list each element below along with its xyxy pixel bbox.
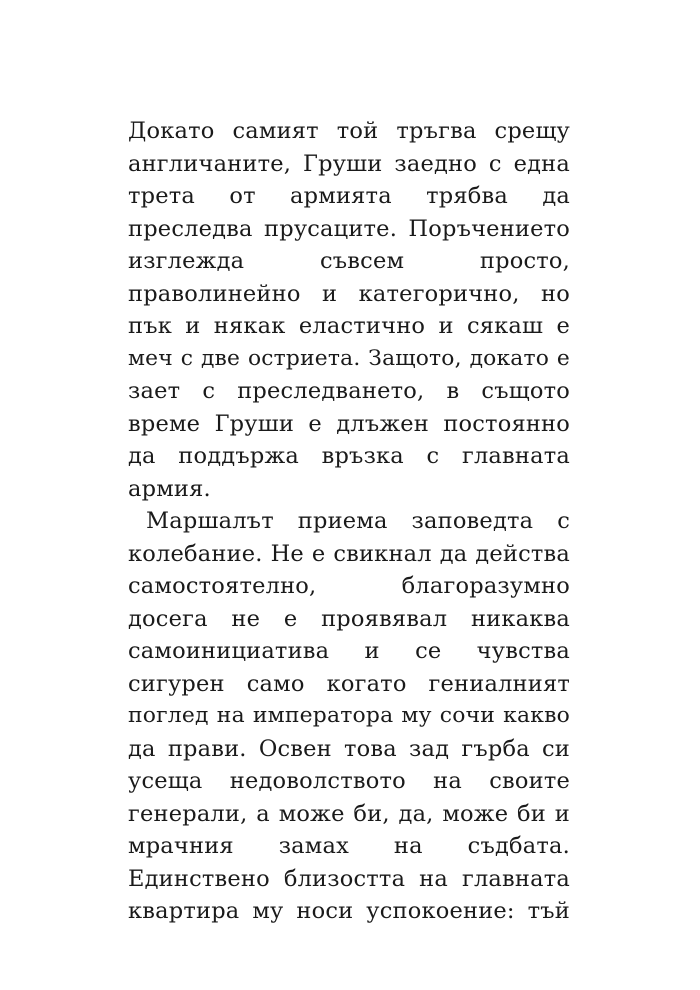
text-line: самоинициатива и се чувства (128, 638, 570, 664)
text-line: мрачния замах на съдбата. (128, 833, 570, 859)
text-line: преследва прусаците. Поръчението (128, 215, 570, 242)
text-line: зает с преследването, в същото (128, 378, 570, 404)
page-body-text (128, 115, 570, 928)
text-line: досега не е проявявал никаква (128, 605, 570, 632)
text-line: да поддържа връзка с главната (128, 443, 570, 469)
text-line: време Груши е длъжен постоянно (128, 410, 570, 437)
text-line: квартира му носи успокоение: тъй (128, 898, 570, 924)
text-line: меч с две остриета. Защото, докато е (128, 345, 570, 371)
text-line: генерали, а може би, да, може би и (128, 800, 570, 827)
text-line: праволинейно и категорично, но (128, 280, 570, 307)
text-line: колебание. Не е свикнал да действа (128, 540, 570, 567)
text-line: Маршалът приема заповедта с (146, 508, 570, 534)
text-line: самостоятелно, благоразумно (128, 573, 570, 599)
text-line: изглежда съвсем просто, (128, 248, 570, 274)
text-line: Докато самият той тръгва срещу (128, 118, 570, 144)
text-line: поглед на императора му сочи какво (128, 703, 570, 728)
text-line: да прави. Освен това зад гърба си (128, 735, 570, 762)
text-line: армия. (128, 475, 211, 502)
text-line: пък и някак еластично и сякаш е (128, 313, 570, 339)
text-line: сигурен само когато гениалният (128, 670, 570, 697)
text-line: англичаните, Груши заедно с една (128, 150, 570, 177)
text-line: трета от армията трябва да (128, 183, 570, 209)
text-line: Единствено близостта на главната (128, 865, 570, 892)
text-line: усеща недоволството на своите (128, 768, 570, 794)
